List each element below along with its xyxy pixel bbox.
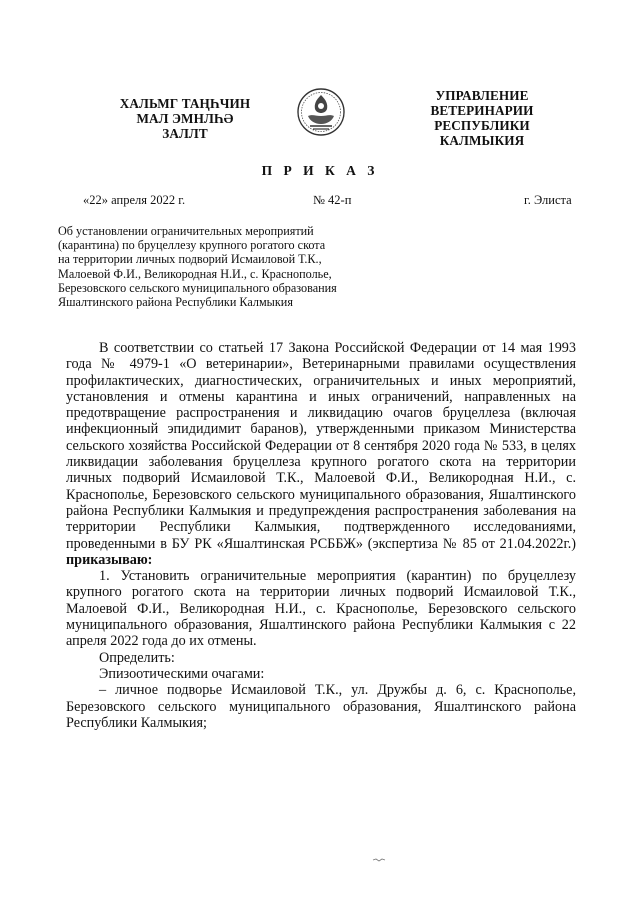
focus-1-line: Березовского сельского муниципального образования, Яшалтинского района [66,698,576,715]
foci-heading: Эпизоотическими очагами: [99,665,265,682]
header-right-line: УПРАВЛЕНИЕ [435,88,529,103]
determine-line: Определить: [99,649,175,666]
body-line: района Республики Калмыкия и предупреждения распространения заболевания на [66,502,576,519]
item-1-line: апреля 2022 года до их отмены. [66,633,257,650]
focus-1-line: – личное подворье Исмаиловой Т.К., ул. Дружбы д. 6, с. Краснополье, [99,682,576,699]
document-body [66,340,576,731]
document-number: № 42-п [313,193,352,207]
document-title: П Р И К А З [261,163,379,178]
header-right-line: ВЕТЕРИНАРИИ [430,103,534,118]
subject-line: Березовского сельского муниципального образования [58,280,337,295]
body-line: инфекционный эпидидимит баранов), утвержденными приказом Министерства [66,421,576,438]
scan-mark [372,858,386,862]
header-left-line: ХАЛЬМГ ТАҢҺЧИН [119,96,251,111]
document-subject [58,224,388,309]
subject-line: Малоевой Ф.И., Великородная Н.И., с. Краснополье, [58,266,332,281]
item-1-line: Малоевой Ф.И., Великородная Н.И., с. Краснополье, Березовского сельского [66,600,576,617]
subject-line: (карантина) по бруцеллезу крупного рогатого скота [58,238,326,253]
body-line: предотвращение распространения и ликвидацию очагов бруцеллеза (включая [66,405,576,422]
header-left-line: МАЛ ЭМНЛҺӘ [136,111,234,126]
body-line: профилактических, диагностических, ограничительных и иных мероприятий, [66,372,576,389]
organization-name-kalmyk [110,96,260,141]
body-line: года № 4979-1 «О ветеринарии», Ветеринарными правилами осуществления [66,356,576,373]
item-1-line: 1. Установить ограничительные мероприятия (карантин) по бруцеллезу [99,568,576,585]
body-line: сельского хозяйства Российской Федерации от 8 сентября 2020 года № 533, в целях [66,437,576,454]
body-line: В соответствии со статьей 17 Закона Российской Федерации от 14 мая 1993 [99,340,576,356]
body-line: проведенными в БУ РК «Яшалтинская РСББЖ» (экспертиза № 85 от 21.04.2022г.) [66,535,576,552]
organization-name-russian [392,88,572,148]
body-line: установления и отмены карантина и иных ограничений, направленных на [66,388,576,405]
subject-line: на территории личных подворий Исмаиловой Т.К., [58,252,322,267]
subject-line: Яшалтинского района Республики Калмыкия [58,295,293,310]
body-line: ликвидации заболевания бруцеллеза крупного рогатого скота на территории [66,454,576,471]
item-1-line: муниципального образования, Яшалтинского района Республики Калмыкия с 22 [66,617,576,634]
document-place: г. Элиста [524,193,572,207]
header-right-line: РЕСПУБЛИКИ КАЛМЫКИЯ [434,118,530,148]
item-1-line: крупного рогатого скота на территории личных подворий Исмаиловой Т.К., [66,584,576,601]
coat-of-arms-icon [296,86,346,138]
focus-1-line: Республики Калмыкия; [66,714,207,731]
subject-line: Об установлении ограничительных мероприятий [58,224,314,238]
body-line: личных подворий Исмаиловой Т.К., Малоевой Ф.И., Великородная Н.И., с. [66,470,576,487]
document-date: «22» апреля 2022 г. [83,193,186,207]
header-left-line: ЗАЛЛТ [162,126,208,141]
order-word: приказываю: [66,551,153,568]
body-line: Краснополье, Березовского сельского муниципального образования, Яшалтинского [66,486,576,503]
body-line: территории Республики Калмыкия, подтвержденного исследованиями, [66,519,576,536]
